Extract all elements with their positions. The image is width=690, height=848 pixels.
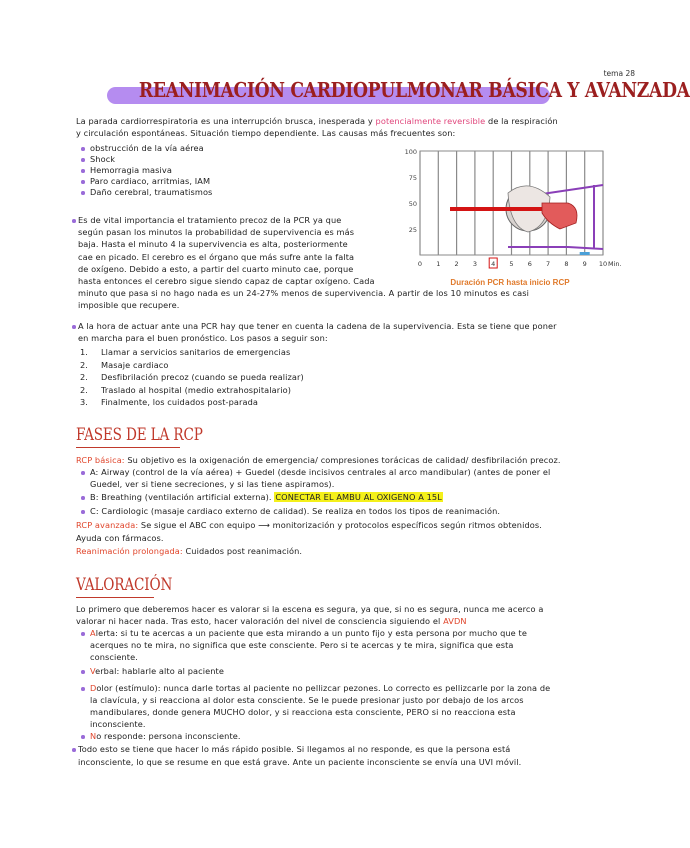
bullet-dot (81, 471, 85, 475)
bullet-dot (81, 496, 85, 500)
paragraph-line: hasta entonces el cerebro sigue siendo capaz de captar oxígeno. Cada (78, 276, 375, 286)
x-tick-label: 6 (527, 260, 532, 268)
bullet-dot (81, 670, 85, 674)
alerta-line-3: consciente. (90, 652, 138, 662)
bullet-dot (81, 158, 85, 162)
cadena-line-1: A la hora de actuar ante una PCR hay que tener en cuenta la cadena de la supervivencia. Esta se tiene que poner (78, 321, 557, 331)
final-line-2: inconsciente, lo que se resume en que está grave. Ante un paciente inconsciente se envía una UVI móvil. (78, 757, 522, 767)
airway-line-2: Guedel, ver si tiene secreciones, y si las tiene aspiramos). (90, 479, 335, 489)
bullet-dot (81, 735, 85, 739)
valoracion-line-1: Lo primero que deberemos hacer es valorar si la escena es segura, ya que, si no es segura, nunca me acerco a (76, 604, 544, 614)
bullet-dot (72, 748, 76, 752)
bullet-dot (81, 147, 85, 151)
airway-tube (450, 207, 542, 211)
bullet-dot (81, 687, 85, 691)
alerta-line-2: acerques no te mira, no significa que este consciente. Pero si te acercas y te mira, significa que esta (90, 640, 514, 650)
cause-item: obstrucción de la vía aérea (90, 143, 204, 153)
cause-item: Hemorragia masiva (90, 165, 172, 175)
airway-line-1: A: Airway (control de la vía aérea) + Guedel (desde incisivos centrales al arco mandibular) (antes de poner el (90, 467, 551, 477)
x-tick-label: 7 (546, 260, 551, 268)
cause-item: Paro cardiaco, arritmias, IAM (90, 176, 211, 186)
y-tick-label: 50 (408, 200, 417, 208)
paragraph-line: según pasan los minutos la probabilidad de supervivencia es más (78, 227, 355, 238)
paragraph-line: de oxígeno. Debido a esto, a partir del cuarto minuto cae, porque (78, 263, 354, 274)
survival-chart (398, 147, 622, 291)
bullet-dot (81, 191, 85, 195)
bullet-dot (81, 632, 85, 636)
x-tick-label: 5 (509, 260, 514, 268)
intro-line-2: y circulación espontáneas. Situación tiempo dependiente. Las causas más frecuentes son: (76, 128, 456, 138)
valoracion-underline (76, 597, 154, 598)
step-text: Desfibrilación precoz (cuando se pueda realizar) (101, 372, 304, 382)
dolor-line-3: mandibulares, donde genera MUCHO dolor, y si reacciona esta consciente, PERO si no reacciona esta (90, 707, 516, 717)
dolor-line-1: Dolor (estímulo): nunca darle tortas al paciente no pellizcar pezones. Lo correcto es pellizcarle por la zona de (90, 683, 551, 693)
x-tick-label: 2 (454, 260, 459, 268)
y-tick-label: 75 (408, 174, 417, 182)
bullet-dot (81, 169, 85, 173)
valoracion-heading: VALORACIÓN (76, 575, 173, 595)
step-text: Traslado al hospital (medio extrahospitalario) (101, 384, 292, 395)
y-tick-label: 25 (408, 226, 417, 234)
paragraph-line: cae en picado. El cerebro es el órgano que más sufre ante la falta (78, 251, 355, 262)
step-number: 2. (80, 372, 89, 382)
bullet-dot (81, 510, 85, 514)
bullet-dot (72, 219, 76, 223)
no-responde-line: No responde: persona inconsciente. (90, 731, 241, 741)
bullet-dot (81, 180, 85, 184)
final-line-1: Todo esto se tiene que hacer lo más rápido posible. Si llegamos al no responde, es que la persona está (78, 744, 511, 754)
title-block (103, 78, 690, 106)
x-axis-unit: Min. (608, 260, 622, 268)
step-text: Finalmente, los cuidados post-parada (101, 397, 258, 407)
cause-item: Daño cerebral, traumatismos (90, 187, 213, 197)
step-text: Llamar a servicios sanitarios de emergencias (101, 347, 291, 357)
x-tick-label: 4 (491, 260, 496, 268)
cause-item: Shock (90, 154, 116, 164)
alerta-line-1: Alerta: si tu te acercas a un paciente que esta mirando a un punto fijo y esta persona por mucho que te (90, 628, 527, 638)
paragraph-line: imposible que recupere. (78, 300, 180, 311)
rcp-avanzada-2: Ayuda con fármacos. (76, 533, 164, 543)
chart-title: Duración PCR hasta inicio RCP (450, 278, 570, 287)
dolor-line-4: inconsciente. (90, 719, 146, 729)
cardiologic-line: C: Cardiologic (masaje cardiaco externo de calidad). Se realiza en todos los tipos de reanimación. (90, 506, 501, 516)
rcp-basica: RCP básica: Su objetivo es la oxigenación de emergencia/ compresiones torácicas de calidad/ desfibrilación precoz. (76, 455, 561, 465)
breathing-line: B: Breathing (ventilación artificial externa). CONECTAR EL AMBU AL OXIGENO A 15L (90, 492, 442, 502)
step-text: Masaje cardiaco (101, 359, 169, 370)
x-tick-label: 3 (472, 260, 477, 268)
topic-tag: tema 28 (603, 69, 635, 78)
dolor-line-2: la clavícula, y si reacciona al dolor esta consciente. Se le puede presionar justo por debajo de los arcos (90, 695, 524, 705)
step-number: 2. (80, 359, 89, 370)
verbal-line: Verbal: hablarle alto al paciente (90, 666, 224, 676)
step-number: 1. (80, 347, 89, 357)
bullet-dot (72, 325, 76, 329)
x-tick-label: 0 (417, 260, 423, 268)
paragraph-line: minuto que pasa si no hago nada es un 24-27% menos de supervivencia. A partir de los 10 minutos es casi (78, 288, 530, 299)
x-tick-label: 9 (582, 260, 587, 268)
x-tick-label: 10 (598, 260, 608, 268)
y-tick-label: 100 (404, 148, 417, 156)
intro-line-1: La parada cardiorrespiratoria es una interrupción brusca, inesperada y potencialmente reversible de la respiración (76, 116, 558, 126)
fases-heading: FASES DE LA RCP (76, 425, 203, 445)
x-tick-label: 1 (436, 260, 441, 268)
fases-underline (76, 447, 180, 448)
rcp-avanzada: RCP avanzada: Se sigue el ABC con equipo ⟶ monitorización y protocolos específicos según ritmos obtenidos. (76, 520, 542, 530)
paragraph-line: baja. Hasta el minuto 4 la supervivencia es alta, posteriormente (78, 239, 348, 250)
data-bar (580, 252, 590, 255)
valoracion-line-2: valorar ni hacer nada. Tras esto, hacer valoración del nivel de consciencia siguiendo el AVDN (76, 616, 467, 626)
ambu-highlight: CONECTAR EL AMBU AL OXIGENO A 15L (275, 492, 442, 502)
page-title: REANIMACIÓN CARDIOPULMONAR BÁSICA Y AVANZADA (138, 78, 690, 102)
x-tick-label: 8 (564, 260, 569, 268)
step-number: 2. (80, 384, 89, 395)
reanimacion-prolongada: Reanimación prolongada: Cuidados post reanimación. (76, 546, 303, 556)
paragraph-line: Es de vital importancia el tratamiento precoz de la PCR ya que (78, 215, 342, 225)
cadena-line-2: en marcha para el buen pronóstico. Los pasos a seguir son: (78, 333, 328, 343)
step-number: 3. (80, 397, 89, 407)
